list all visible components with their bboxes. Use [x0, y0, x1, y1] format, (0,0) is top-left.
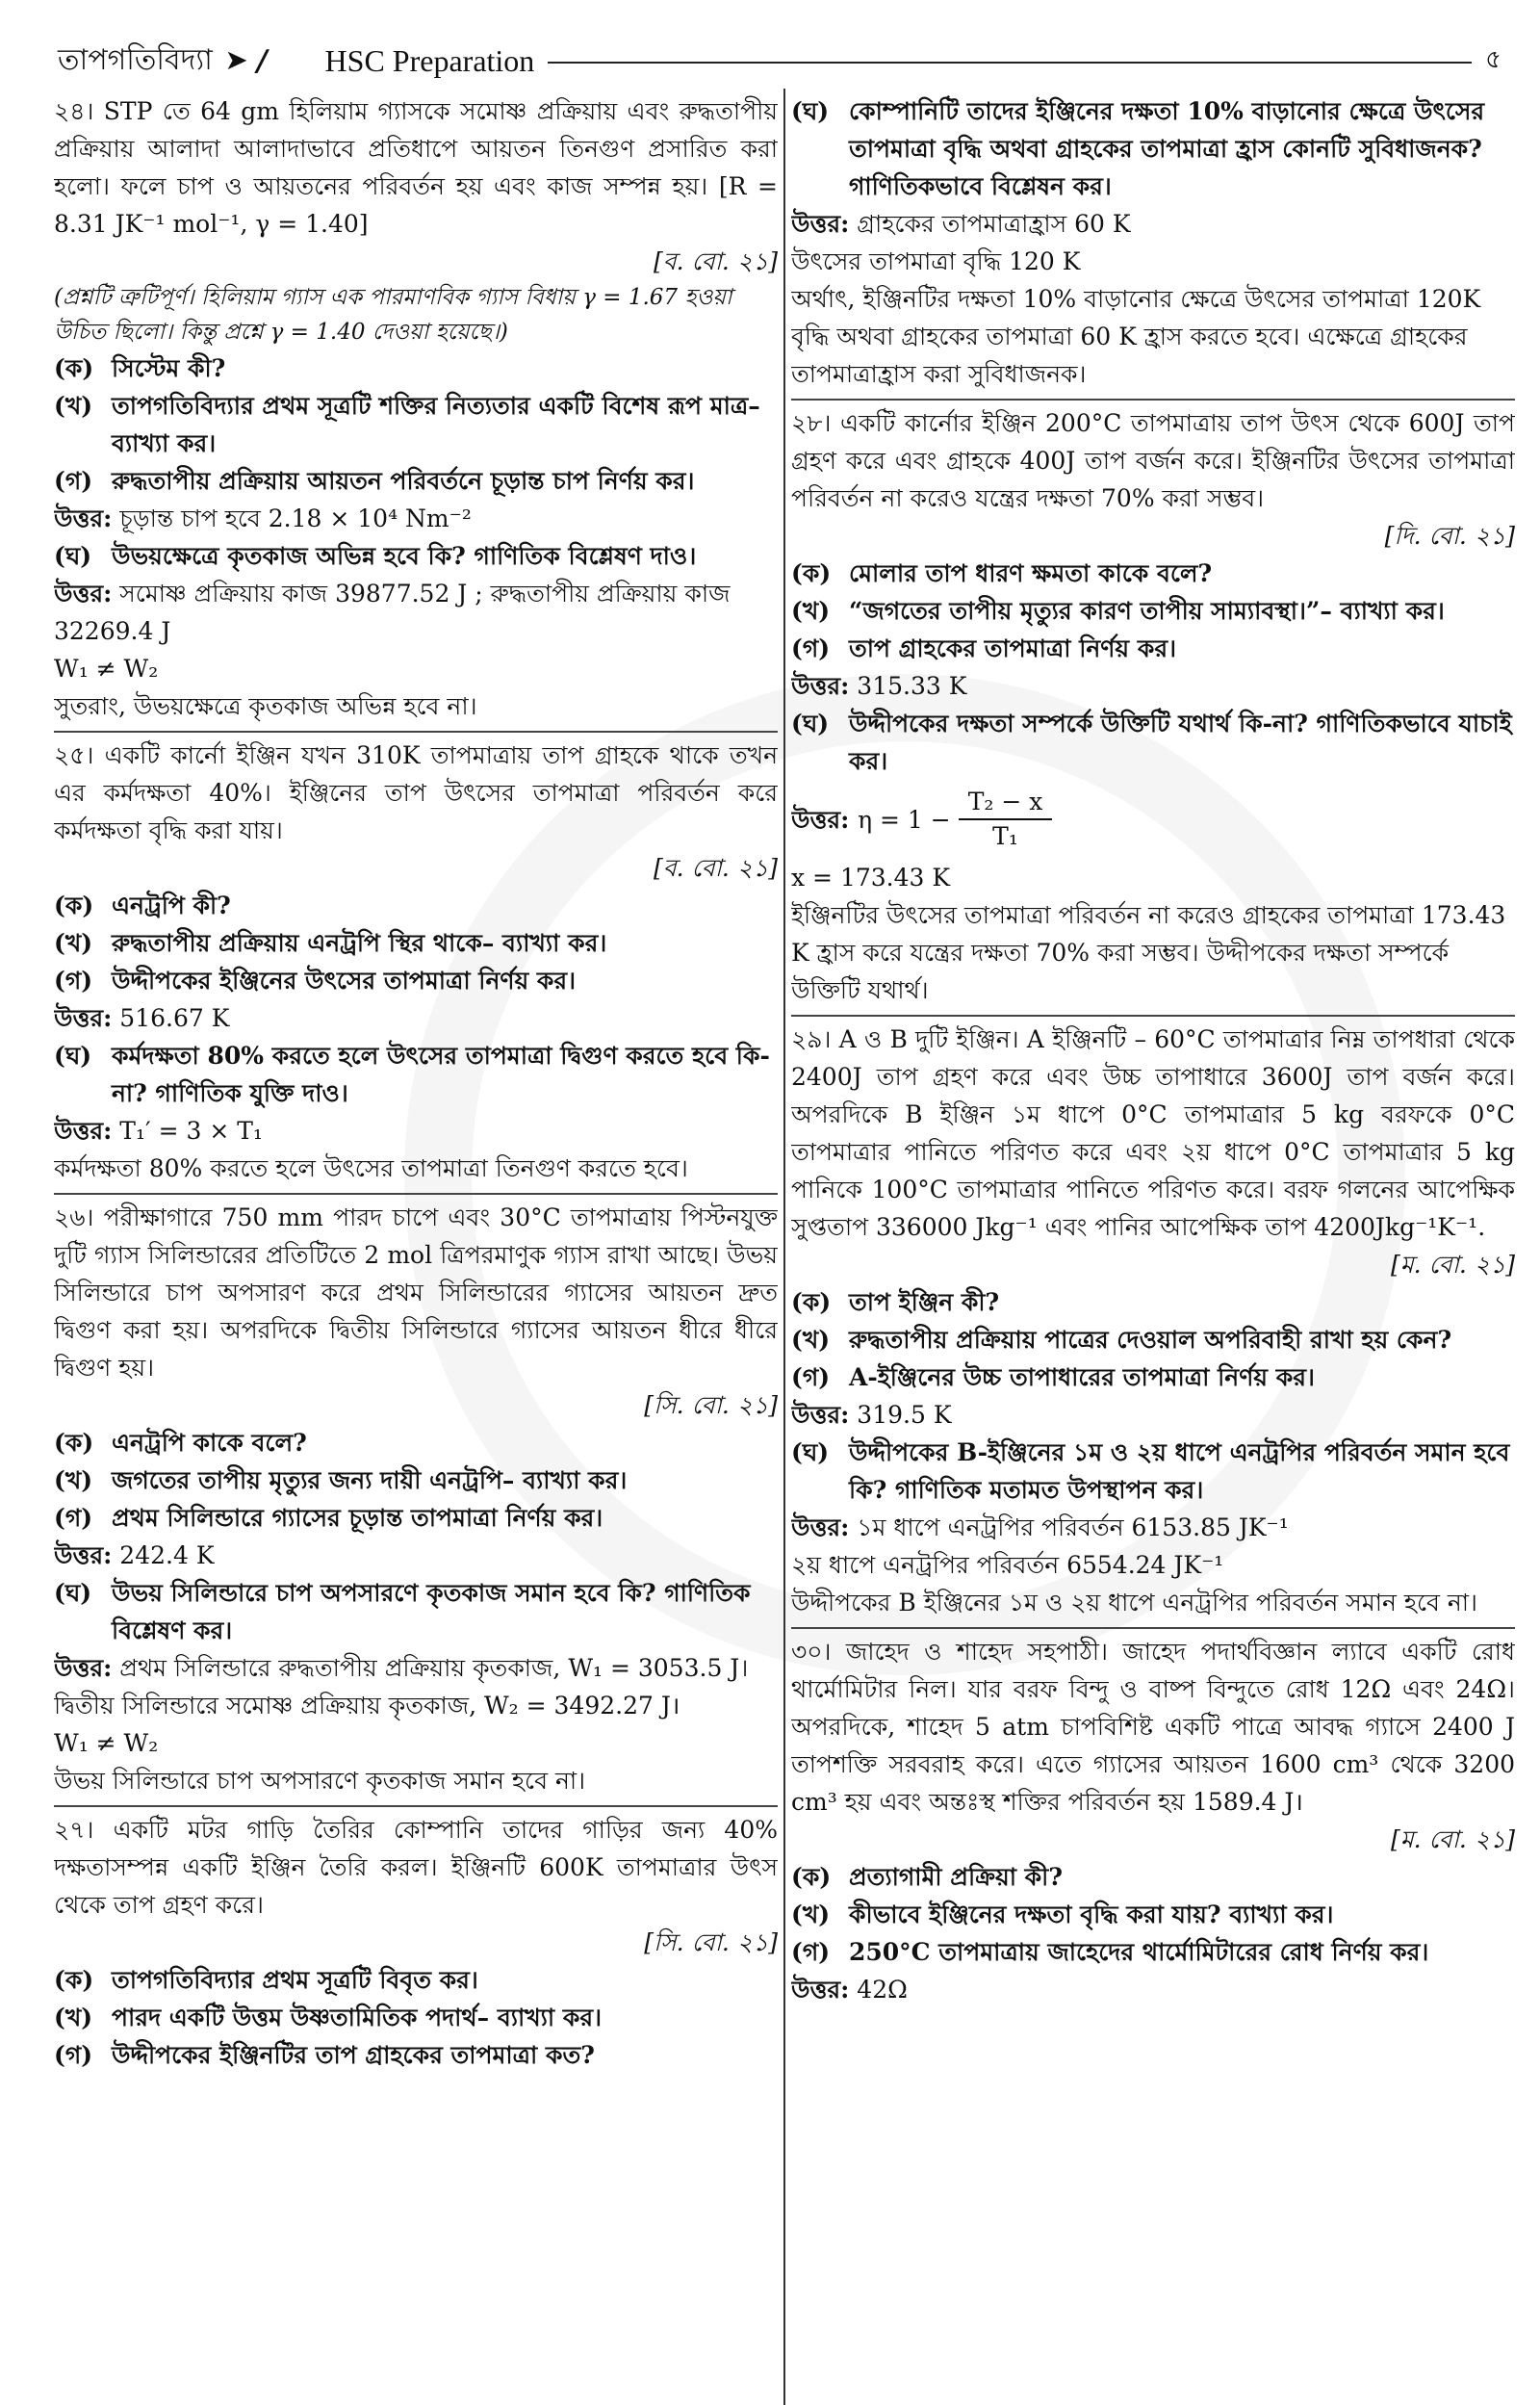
question-stem: ২৪। STP তে 64 gm হিলিয়াম গ্যাসকে সমোষ্ণ প্রক্রিয়ায় এবং রুদ্ধতাপীয় প্রক্রিয়ায় আলাদা আলাদাভাবে প্রতিধাপে আয়তন তিনগুণ প্রসারিত করা হলো। ফলে চাপ ও আয়তনের পরিবর্তন হয় এবং কাজ সম্পন্ন হয়। [R = 8.31 JK⁻¹ mol⁻¹, γ = 1.40]	[54, 97, 778, 238]
answer-line: উভয় সিলিন্ডারে চাপ অপসারণে কৃতকাজ সমান হবে না।	[54, 1767, 586, 1795]
question-27	[54, 1807, 778, 2080]
board-source: [ম. বো. ২১]	[1391, 1825, 1515, 1853]
page-header	[58, 37, 1502, 85]
answer-line: W₁ ≠ W₂	[54, 1729, 159, 1757]
sub-question-ga: (গ) উদ্দীপকের ইঞ্জিনটির তাপ গ্রাহকের তাপমাত্রা কত?	[54, 2041, 595, 2069]
answer-ga: উত্তর: 242.4 K	[54, 1541, 215, 1569]
answer-ga: উত্তর: 516.67 K	[54, 1004, 230, 1032]
question-27-continued	[791, 89, 1515, 401]
fraction-denominator: T₁	[992, 822, 1018, 850]
answer-line: W₁ ≠ W₂	[54, 655, 159, 683]
question-stem: ২৭। একটি মটর গাড়ি তৈরির কোম্পানি তাদের গাড়ির জন্য 40% দক্ষতাসম্পন্ন একটি ইঞ্জিন তৈরি করল। ইঞ্জিনটি 600K তাপমাত্রার উৎস থেকে তাপ গ্রহণ করে।	[54, 1816, 778, 1919]
board-source: [ম. বো. ২১]	[1391, 1251, 1515, 1279]
sub-question-kha: (খ) রুদ্ধতাপীয় প্রক্রিয়ায় পাত্রের দেওয়াল অপরিবাহী রাখা হয় কেন?	[791, 1326, 1452, 1354]
column-divider	[783, 89, 785, 2405]
right-column	[791, 89, 1515, 2405]
question-stem: ২৮। একটি কার্নোর ইঞ্জিন 200°C তাপমাত্রায় তাপ উৎস থেকে 600J তাপ গ্রহণ করে এবং গ্রাহকে 400J তাপ বর্জন করে। ইঞ্জিনটির উৎসের তাপমাত্রা পরিবর্তন না করেও যন্ত্রের দক্ষতা 70% করা সম্ভব।	[791, 409, 1515, 512]
question-stem: ২৬। পরীক্ষাগারে 750 mm পারদ চাপে এবং 30°C তাপমাত্রায় পিস্টনযুক্ত দুটি গ্যাস সিলিন্ডারের প্রতিটিতে 2 mol ত্রিপরমাণুক গ্যাস রাখা আছে। উভয় সিলিন্ডারে চাপ অপসারণ করে প্রথম সিলিন্ডারের গ্যাসের আয়তন দ্রুত দ্বিগুণ করা হয়। অপরদিকে দ্বিতীয় সিলিন্ডারে গ্যাসের আয়তন ধীরে ধীরে দ্বিগুণ হয়।	[54, 1203, 778, 1382]
answer-gha: উত্তর: T₁′ = 3 × T₁	[54, 1117, 263, 1145]
question-24	[54, 89, 778, 733]
answer-line: x = 173.43 K	[791, 864, 951, 892]
question-28	[791, 401, 1515, 1017]
answer-ga: উত্তর: 319.5 K	[791, 1401, 952, 1429]
sub-question-ka: (ক) এনট্রপি কাকে বলে?	[54, 1429, 307, 1457]
question-26	[54, 1195, 778, 1807]
question-note: (প্রশ্নটি ত্রুটিপূর্ণ। হিলিয়াম গ্যাস এক পারমাণবিক গ্যাস বিধায় γ = 1.67 হওয়া উচিত ছিলো। কিন্তু প্রশ্নে γ = 1.40 দেওয়া হয়েছে।)	[54, 285, 732, 345]
question-29	[791, 1017, 1515, 1629]
answer-gha: উত্তর: গ্রাহকের তাপমাত্রাহ্রাস 60 K	[791, 210, 1131, 238]
answer-line: সুতরাং, উভয়ক্ষেত্রে কৃতকাজ অভিন্ন হবে না।	[54, 692, 477, 720]
sub-question-ga: (গ) রুদ্ধতাপীয় প্রক্রিয়ায় আয়তন পরিবর্তনে চূড়ান্ত চাপ নির্ণয় কর।	[54, 467, 695, 495]
board-source: [সি. বো. ২১]	[644, 1928, 778, 1956]
sub-question-ka: (ক) তাপ ইঞ্জিন কী?	[791, 1288, 1000, 1316]
sub-question-kha: (খ) পারদ একটি উত্তম উষ্ণতামিতিক পদার্থ– ব্যাখ্যা কর।	[54, 2004, 603, 2031]
answer-gha: উত্তর: প্রথম সিলিন্ডারে রুদ্ধতাপীয় প্রক্রিয়ায় কৃতকাজ, W₁ = 3053.5 J। দ্বিতীয় সিলিন্ডারে সমোষ্ণ প্রক্রিয়ায় কৃতকাজ, W₂ = 3492.27 J।	[54, 1654, 749, 1720]
answer-line: উৎসের তাপমাত্রা বৃদ্ধি 120 K	[791, 247, 1081, 275]
chevron-right-icon: ➤	[225, 46, 247, 75]
question-30	[791, 1629, 1515, 2014]
answer-line: অর্থাৎ, ইঞ্জিনটির দক্ষতা 10% বাড়ানোর ক্ষেত্রে উৎসের তাপমাত্রা 120K বৃদ্ধি অথবা গ্রাহকের তাপমাত্রা 60 K হ্রাস করতে হবে। এক্ষেত্রে গ্রাহকের তাপমাত্রাহ্রাস করা সুবিধাজনক।	[791, 285, 1481, 388]
board-source: [সি. বো. ২১]	[644, 1391, 778, 1419]
sub-question-gha: (ঘ) কোম্পানিটি তাদের ইঞ্জিনের দক্ষতা 10% বাড়ানোর ক্ষেত্রে উৎসের তাপমাত্রা বৃদ্ধি অথবা গ্রাহকের তাপমাত্রা হ্রাস কোনটি সুবিধাজনক? গাণিতিকভাবে বিশ্লেষন কর।	[791, 97, 1485, 200]
sub-question-ga: (গ) 250°C তাপমাত্রায় জাহেদের থার্মোমিটারের রোধ নির্ণয় কর।	[791, 1938, 1429, 1966]
sub-question-gha: (ঘ) উভয়ক্ষেত্রে কৃতকাজ অভিন্ন হবে কি? গাণিতিক বিশ্লেষণ দাও।	[54, 542, 697, 570]
answer-ga: উত্তর: 315.33 K	[791, 672, 967, 700]
sub-question-ga: (গ) প্রথম সিলিন্ডারে গ্যাসের চূড়ান্ত তাপমাত্রা নির্ণয় কর।	[54, 1504, 603, 1532]
question-25	[54, 733, 778, 1195]
answer-gha: উত্তর: সমোষ্ণ প্রক্রিয়ায় কাজ 39877.52 J ; রুদ্ধতাপীয় প্রক্রিয়ায় কাজ 32269.4 J	[54, 580, 731, 645]
sub-question-ga: (গ) A-ইঞ্জিনের উচ্চ তাপাধারের তাপমাত্রা নির্ণয় কর।	[791, 1363, 1315, 1391]
fraction	[959, 786, 1053, 853]
answer-gha: উত্তর: ১ম ধাপে এনট্রপির পরিবর্তন 6153.85 JK⁻¹	[791, 1513, 1289, 1541]
answer-line: ইঞ্জিনটির উৎসের তাপমাত্রা পরিবর্তন না করেও গ্রাহকের তাপমাত্রা 173.43 K হ্রাস করে যন্ত্রের দক্ষতা 70% করা সম্ভব। উদ্দীপকের দক্ষতা সম্পর্কে উক্তিটি যথার্থ।	[791, 901, 1506, 1004]
fraction-numerator: T₂ − x	[959, 786, 1053, 820]
answer-ga: উত্তর: চূড়ান্ত চাপ হবে 2.18 × 10⁴ Nm⁻²	[54, 504, 472, 532]
sub-question-gha: (ঘ) উভয় সিলিন্ডারে চাপ অপসারণে কৃতকাজ সমান হবে কি? গাণিতিক বিশ্লেষণ কর।	[54, 1579, 751, 1644]
sub-question-kha: (খ) কীভাবে ইঞ্জিনের দক্ষতা বৃদ্ধি করা যায়? ব্যাখ্যা কর।	[791, 1901, 1334, 1928]
sub-question-ka: (ক) প্রত্যাগামী প্রক্রিয়া কী?	[791, 1863, 1063, 1891]
board-source: [দি. বো. ২১]	[1384, 522, 1515, 550]
sub-question-ga: (গ) উদ্দীপকের ইঞ্জিনের উৎসের তাপমাত্রা নির্ণয় কর।	[54, 967, 577, 995]
sub-question-kha: (খ) জগতের তাপীয় মৃত্যুর জন্য দায়ী এনট্রপি– ব্যাখ্যা কর।	[54, 1466, 628, 1494]
question-stem: ২৯। A ও B দুটি ইঞ্জিন। A ইঞ্জিনটি – 60°C তাপমাত্রার নিম্ন তাপধারা থেকে 2400J তাপ গ্রহণ করে এবং উচ্চ তাপাধারে 3600J তাপ বর্জন করে। অপরদিকে B ইঞ্জিন ১ম ধাপে 0°C তাপমাত্রার 5 kg বরফকে 0°C তাপমাত্রার পানিতে পরিণত করে এবং ২য় ধাপে 0°C তাপমাত্রার 5 kg পানিকে 100°C তাপমাত্রার পানিতে পরিণত করে। বরফ গলনের আপেক্ষিক সুপ্ততাপ 336000 Jkg⁻¹ এবং পানির আপেক্ষিক তাপ 4200Jkg⁻¹K⁻¹.	[791, 1025, 1515, 1241]
sub-question-ga: (গ) তাপ গ্রাহকের তাপমাত্রা নির্ণয় কর।	[791, 634, 1177, 662]
sub-question-gha: (ঘ) উদ্দীপকের B-ইঞ্জিনের ১ম ও ২য় ধাপে এনট্রপির পরিবর্তন সমান হবে কি? গাণিতিক মতামত উপস্থাপন কর।	[791, 1438, 1510, 1504]
sub-question-kha: (খ) তাপগতিবিদ্যার প্রথম সূত্রটি শক্তির নিত্যতার একটি বিশেষ রূপ মাত্র– ব্যাখ্যা কর।	[54, 392, 760, 457]
sub-question-gha: (ঘ) কর্মদক্ষতা 80% করতে হলে উৎসের তাপমাত্রা দ্বিগুণ করতে হবে কি-না? গাণিতিক যুক্তি দাও।	[54, 1042, 770, 1107]
page-title: HSC Preparation	[324, 42, 535, 78]
question-stem: ২৫। একটি কার্নো ইঞ্জিন যখন 310K তাপমাত্রায় তাপ গ্রাহকে থাকে তখন এর কর্মদক্ষতা 40%। ইঞ্জিনের তাপ উৎসের তাপমাত্রা পরিবর্তন করে কর্মদক্ষতা বৃদ্ধি করা যায়।	[54, 741, 778, 844]
sub-question-ka: (ক) তাপগতিবিদ্যার প্রথম সূত্রটি বিবৃত কর।	[54, 1966, 478, 1994]
answer-line: কর্মদক্ষতা 80% করতে হলে উৎসের তাপমাত্রা তিনগুণ করতে হবে।	[54, 1154, 688, 1182]
sub-question-ka: (ক) সিস্টেম কী?	[54, 354, 226, 382]
left-column	[54, 89, 778, 2405]
formula-lhs: η = 1 −	[858, 805, 951, 834]
sub-question-ka: (ক) এনট্রপি কী?	[54, 892, 231, 919]
answer-line: উদ্দীপকের B ইঞ্জিনের ১ম ও ২য় ধাপে এনট্রপির পরিবর্তন সমান হবে না।	[791, 1589, 1477, 1616]
sub-question-kha: (খ) “জগতের তাপীয় মৃত্যুর কারণ তাপীয় সাম্যাবস্থা।”– ব্যাখ্যা কর।	[791, 597, 1445, 625]
header-rule	[548, 62, 1472, 64]
sub-question-gha: (ঘ) উদ্দীপকের দক্ষতা সম্পর্কে উক্তিটি যথার্থ কি-না? গাণিতিকভাবে যাচাই কর।	[791, 710, 1512, 775]
efficiency-formula: উত্তর: η = 1 − $\frac{\text{T₂ − x}}{\text{T₁}}$	[791, 786, 1515, 853]
page-number: ৫	[1485, 45, 1502, 74]
answer-line: ২য় ধাপে এনট্রপির পরিবর্তন 6554.24 JK⁻¹	[791, 1551, 1224, 1579]
subject-label: তাপগতিবিদ্যা	[58, 42, 213, 77]
slash-mark-icon: /	[256, 43, 268, 78]
answer-ga: উত্তর: 42Ω	[791, 1976, 908, 2004]
sub-question-kha: (খ) রুদ্ধতাপীয় প্রক্রিয়ায় এনট্রপি স্থির থাকে– ব্যাখ্যা কর।	[54, 929, 607, 957]
question-stem: ৩০। জাহেদ ও শাহেদ সহপাঠী। জাহেদ পদার্থবিজ্ঞান ল্যাবে একটি রোধ থার্মোমিটার নিল। যার বরফ বিন্দু ও বাষ্প বিন্দুতে রোধ 12Ω এবং 24Ω। অপরদিকে, শাহেদ 5 atm চাপবিশিষ্ট একটি পাত্রে আবদ্ধ গ্যাসে 2400 J তাপশক্তি সরবরাহ করে। এতে গ্যাসের আয়তন 1600 cm³ থেকে 3200 cm³ হয় এবং অন্তঃস্থ শক্তির পরিবর্তন হয় 1589.4 J।	[791, 1638, 1515, 1816]
sub-question-ka: (ক) মোলার তাপ ধারণ ক্ষমতা কাকে বলে?	[791, 559, 1213, 587]
board-source: [ব. বো. ২১]	[654, 247, 778, 275]
board-source: [ব. বো. ২১]	[654, 854, 778, 882]
